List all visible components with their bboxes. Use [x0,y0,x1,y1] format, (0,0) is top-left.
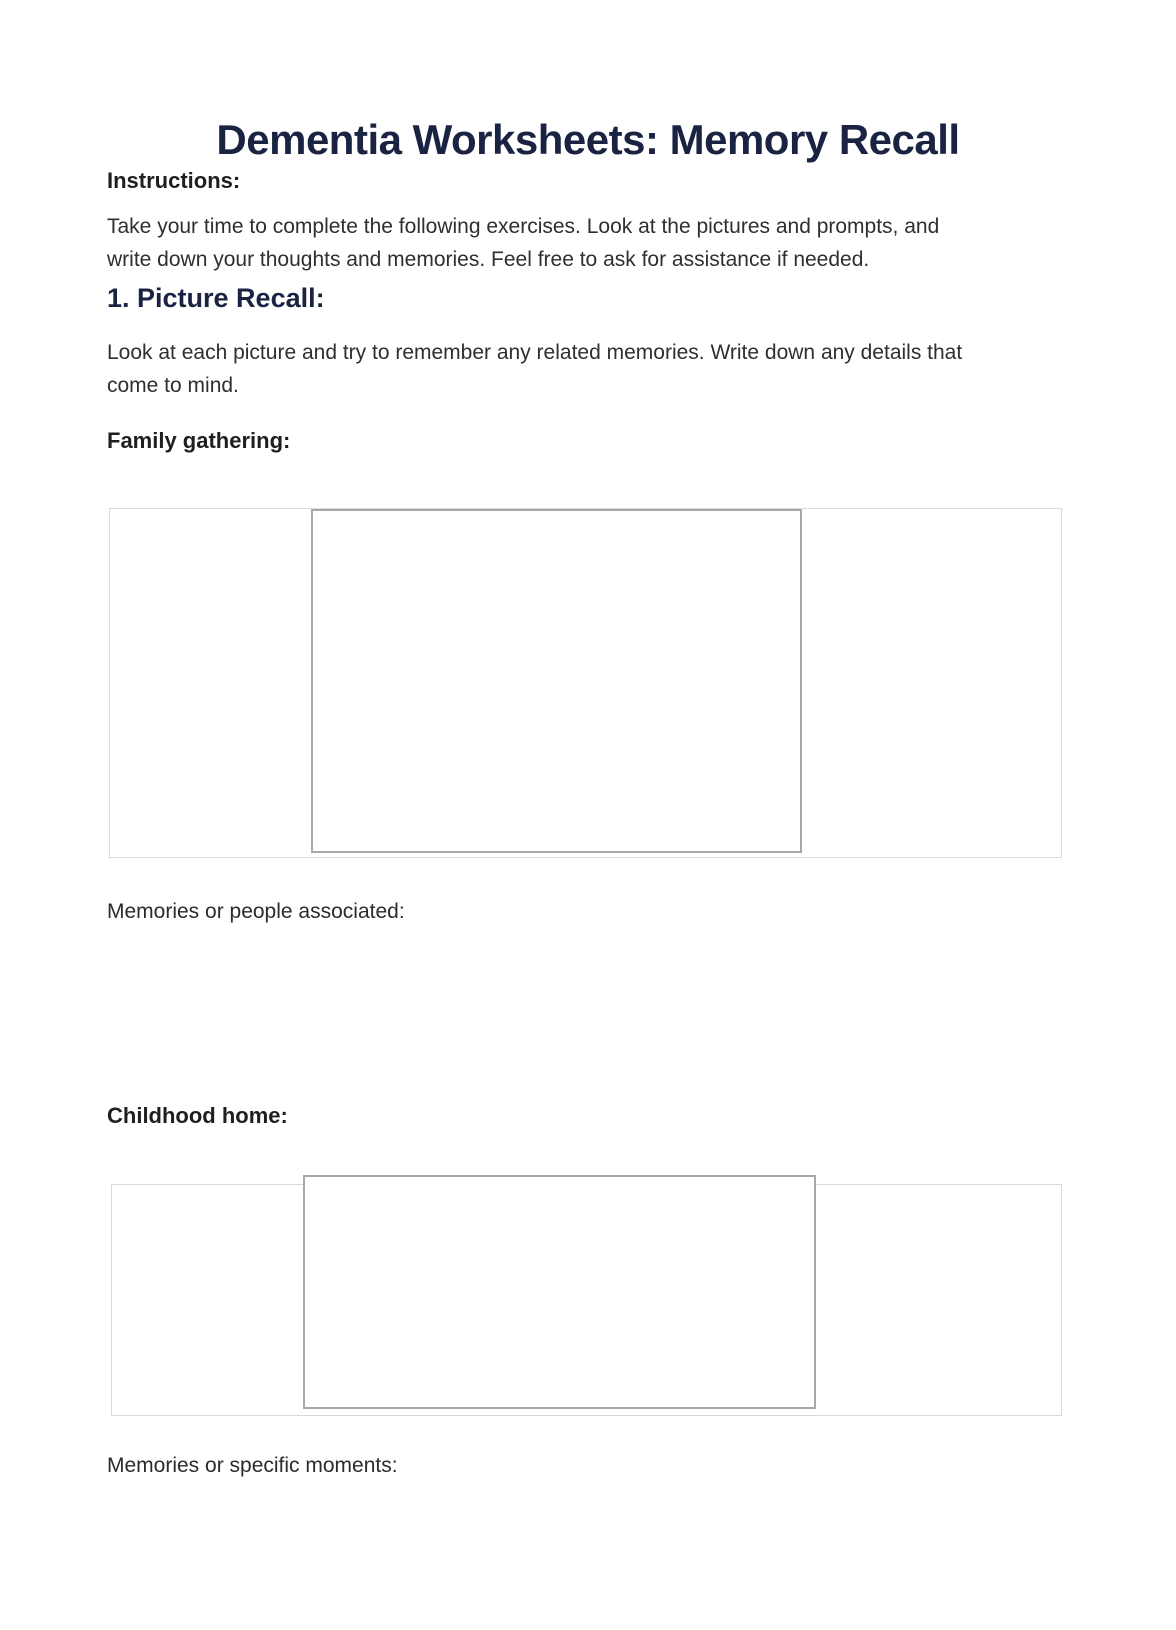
instructions-line-2: write down your thoughts and memories. Feel free to ask for assistance if needed. [107,248,870,271]
picture-recall-heading: 1. Picture Recall: [107,283,325,313]
childhood-home-prompt: Memories or specific moments: [107,1454,398,1477]
page-title: Dementia Worksheets: Memory Recall [216,116,960,164]
instructions-paragraph [107,210,939,276]
picture-recall-line-2: come to mind. [107,374,239,397]
instructions-heading: Instructions: [107,168,241,193]
instructions-line-1: Take your time to complete the following exercises. Look at the pictures and prompts, and [107,215,940,238]
childhood-home-label: Childhood home: [107,1103,288,1128]
family-gathering-prompt: Memories or people associated: [107,900,405,923]
childhood-home-image-placeholder [303,1175,816,1409]
family-gathering-image-placeholder [311,509,802,853]
picture-recall-paragraph [107,336,962,402]
picture-recall-line-1: Look at each picture and try to remember any related memories. Write down any details that [107,341,963,364]
family-gathering-label: Family gathering: [107,428,291,453]
